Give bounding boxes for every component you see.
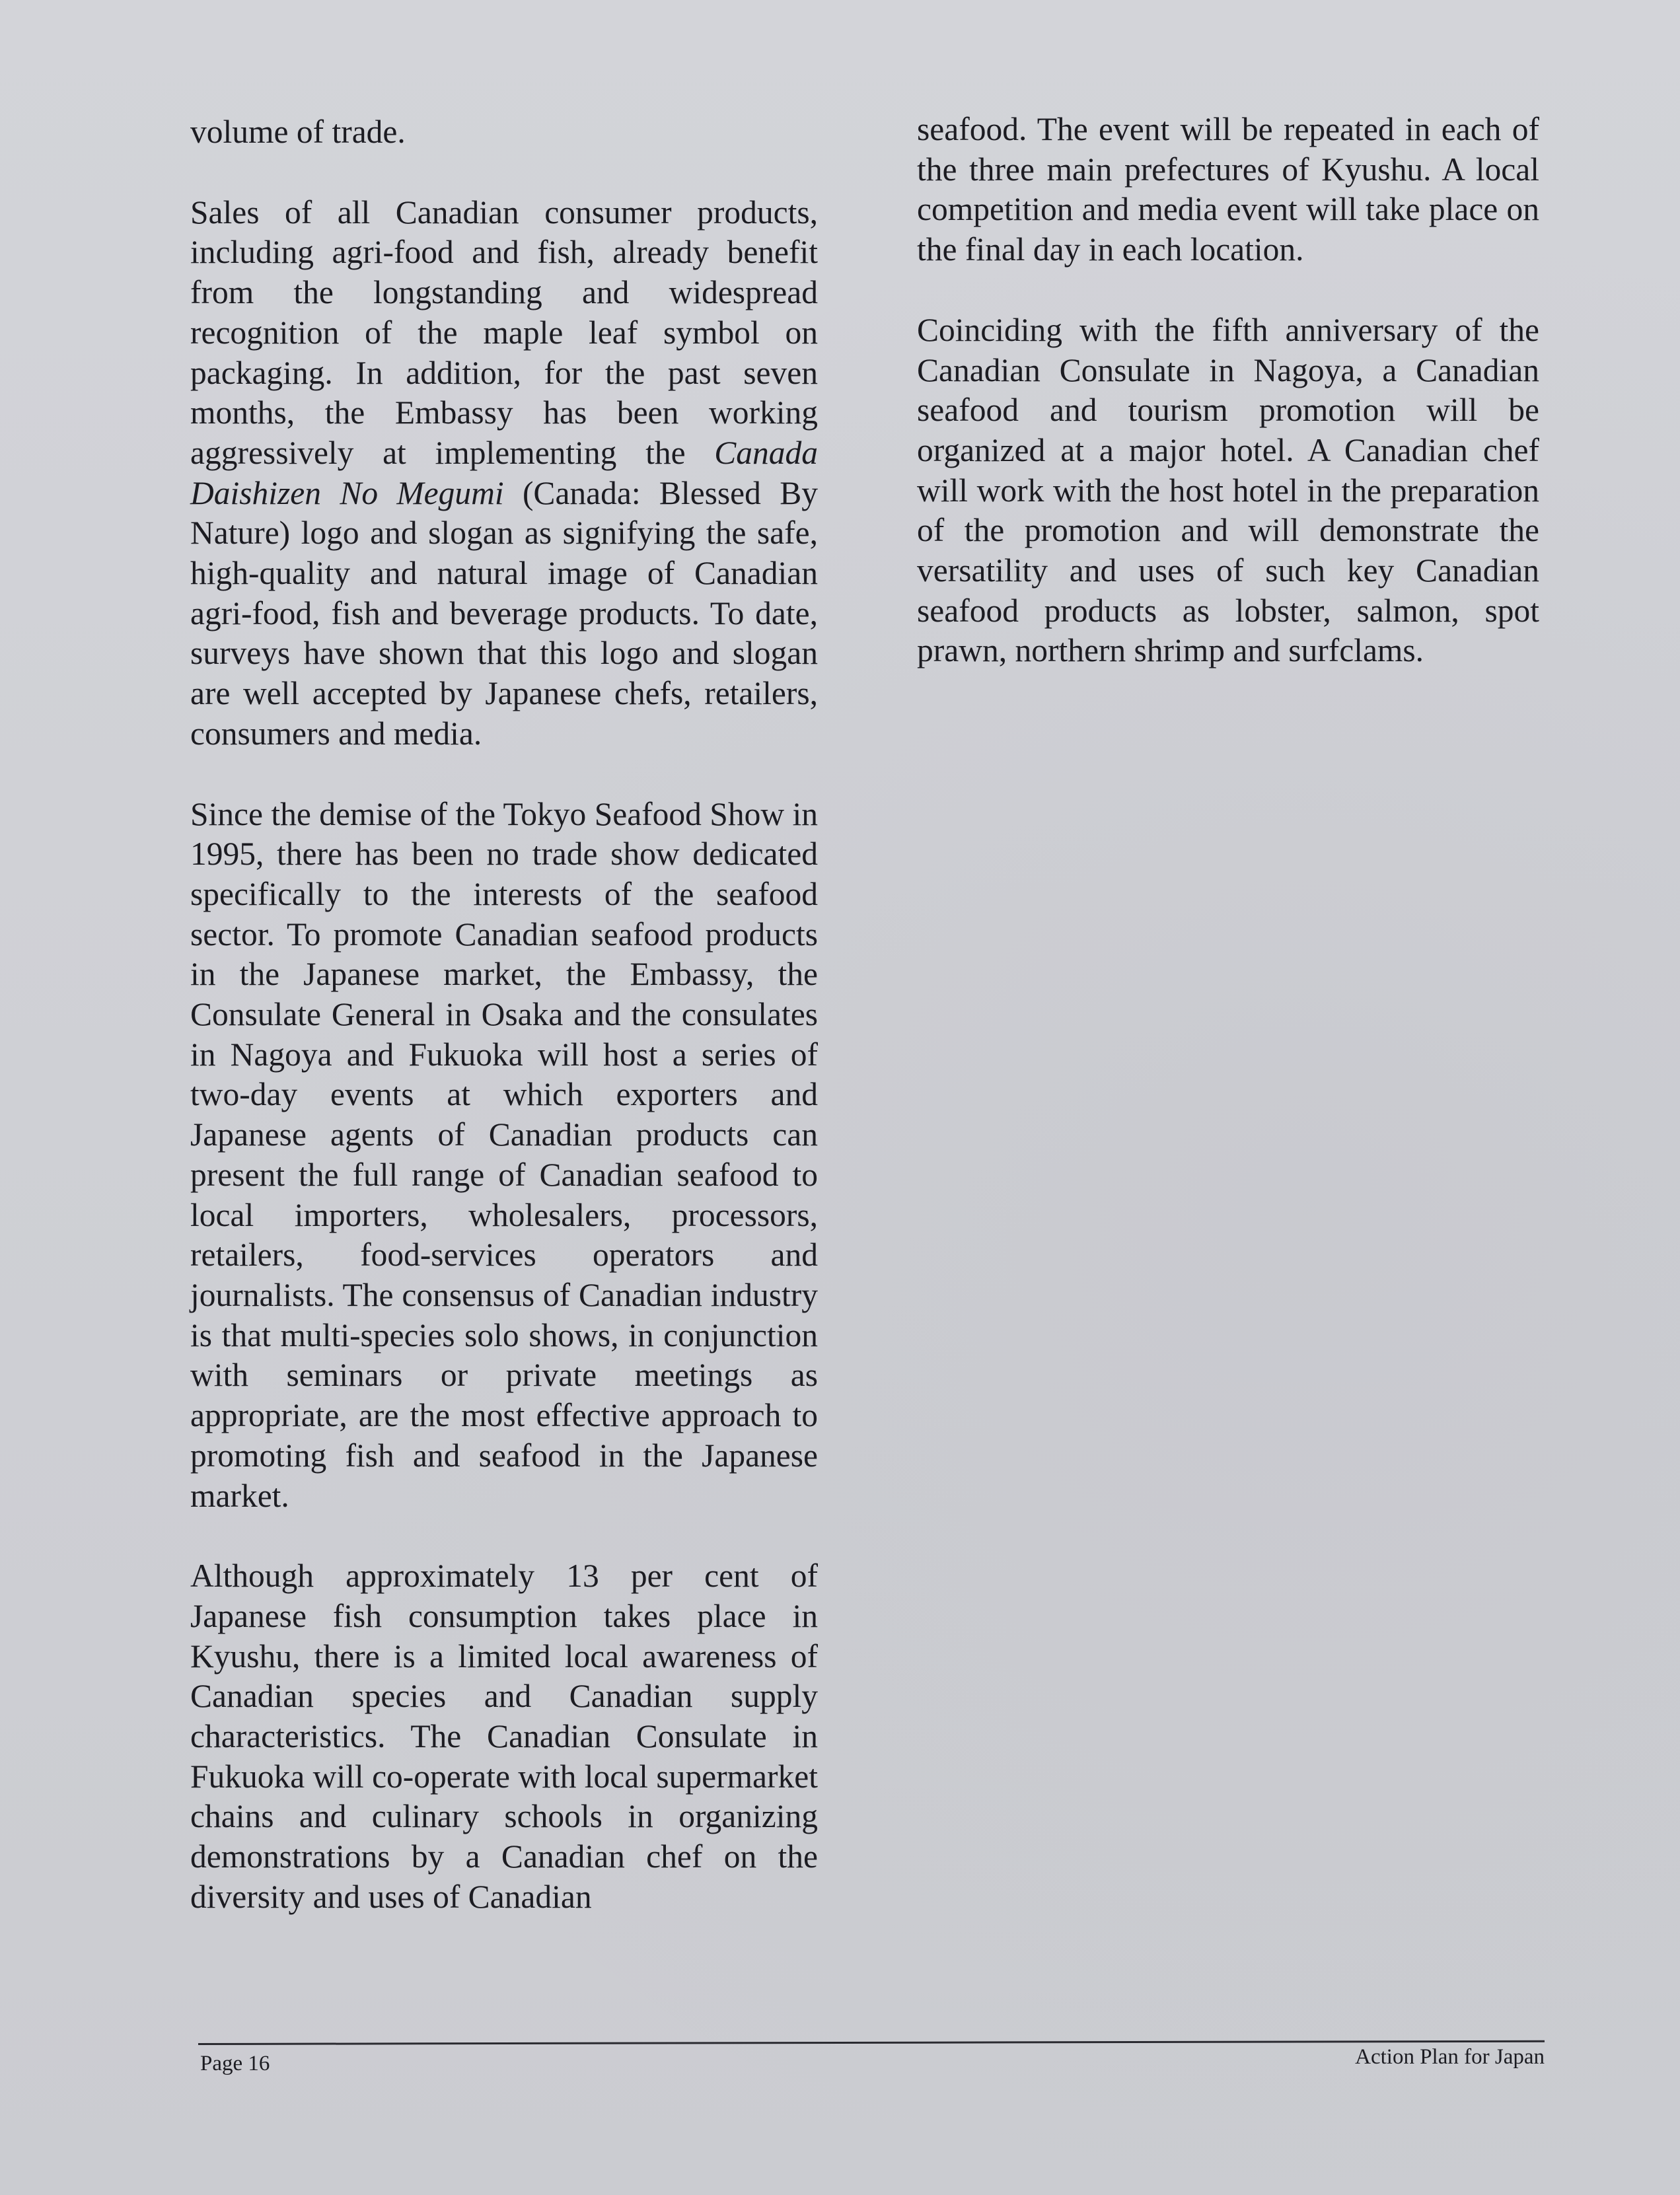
paragraph-maple-leaf-text-end: (Canada: Blessed By Nature) logo and slogan as signifying the safe, high-quality and natural image of Canadian agri-food, fish and beverage products. To date, surveys have shown that this logo and slogan are well accepted by Japanese chefs, retailers, consumers and media. (190, 474, 818, 752)
paragraph-tokyo-seafood-show: Since the demise of the Tokyo Seafood Show in 1995, there has been no trade show dedicated specifically to the interests of the seafood sector. To promote Canadian seafood products in the Japanese market, the Embassy, the Consulate General in Osaka and the consulates in Nagoya and Fukuoka will host a series of two-day events at which exporters and Japanese agents of Canadian products can present the full range of Canadian seafood to local importers, wholesalers, processors, retailers, food-services operators and journalists. The consensus of Canadian industry is that multi-species solo shows, in conjunction with seminars or private meetings as appropriate, are the most effective approach to promoting fish and seafood in the Japanese market. (190, 795, 818, 1514)
paragraph-maple-leaf-text-start: Sales of all Canadian consumer products, including agri-food and fish, already benefit from the longstanding and widespread recognition of the maple leaf symbol on packaging. In addition, for the past seven months, the Embassy has been working aggressively at implementing the (190, 194, 818, 471)
paragraph-kyushu-awareness: Although approximately 13 per cent of Japanese fish consumption takes place in Kyushu, there is a limited local awareness of Canadian species and Canadian supply characteristics. The Canadian Consulate in Fukuoka will co-operate with local supermarket chains and culinary schools in organizing demonstrations by a Canadian chef on the diversity and uses of Canadian (190, 1558, 818, 1915)
footer-divider (198, 2040, 1545, 2045)
right-column (917, 110, 1539, 671)
paragraph-maple-leaf-recognition (190, 193, 818, 754)
paragraph-volume-of-trade: volume of trade. (190, 114, 406, 150)
page-number: Page 16 (200, 2052, 270, 2075)
slogan-italic: Canada Daishizen No Megumi (190, 434, 818, 511)
document-title: Action Plan for Japan (1355, 2045, 1545, 2069)
left-column (190, 112, 818, 1918)
paragraph-nagoya-promotion: Coinciding with the fifth anniversary of the Canadian Consulate in Nagoya, a Canadian seafood and tourism promotion will be organized at a major hotel. A Canadian chef will work with the host hotel in the preparation of the promotion and will demonstrate the versatility and uses of such key Canadian seafood products as lobster, salmon, spot prawn, northern shrimp and surfclams. (917, 311, 1539, 669)
paragraph-kyushu-events: seafood. The event will be repeated in each of the three main prefectures of Kyushu. A local competition and media event will take place on the final day in each location. (917, 111, 1539, 268)
